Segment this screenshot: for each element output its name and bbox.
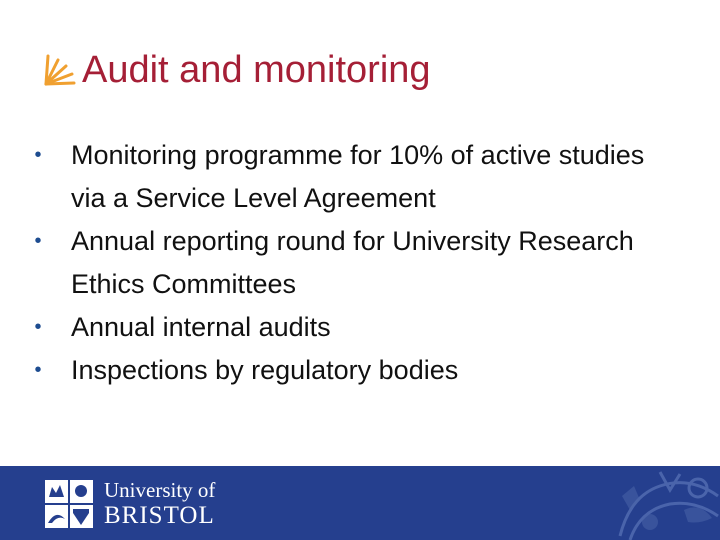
bullet-marker: • <box>34 144 42 166</box>
title-row <box>40 44 431 96</box>
logo-line-bristol: BRISTOL <box>104 502 215 529</box>
bullet-list <box>28 134 668 392</box>
bullet-marker: • <box>34 316 42 338</box>
university-logo-text <box>104 478 215 530</box>
university-crest-icon <box>44 479 94 529</box>
bullet-marker: • <box>34 230 42 252</box>
bullet-text: Annual reporting round for University Research Ethics Committees <box>71 226 634 299</box>
bullet-text: Annual internal audits <box>71 312 331 342</box>
bullet-item <box>28 306 668 349</box>
footer-bar <box>0 466 720 540</box>
bullet-item <box>28 134 668 220</box>
logo-line-university: University of <box>104 478 216 502</box>
bullet-item <box>28 349 668 392</box>
heraldic-crest-watermark <box>600 466 720 540</box>
bullet-item <box>28 220 668 306</box>
sunburst-icon <box>40 50 80 90</box>
bullet-text: Inspections by regulatory bodies <box>71 355 459 385</box>
slide-title: Audit and monitoring <box>82 49 431 91</box>
bullet-marker: • <box>34 359 42 381</box>
bullet-text: Monitoring programme for 10% of active studies via a Service Level Agreement <box>71 140 645 213</box>
